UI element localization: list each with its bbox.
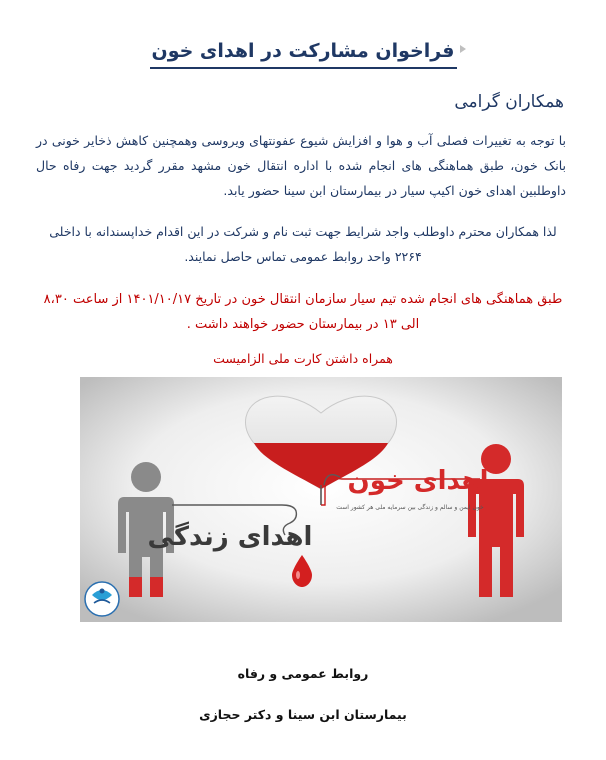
paragraph-intro: با توجه به تغییرات فصلی آب و هوا و افزایش شیوع عفونتهای ویروسی وهمچنین کاهش ذخایر خونی در بانک خون، طبق هماهنگی های انجام شده با اداره انتقال خون مشهد مقرر گردید جهت رفاه حال داوطلبین اهدای خون اکیپ سیار در بیمارستان ابن سینا حضور یابد. <box>36 133 566 198</box>
title-row <box>0 38 606 69</box>
slogan-blood: اهدای خون <box>347 466 489 496</box>
footer-department: روابط عمومی و رفاه <box>237 666 369 681</box>
poster-tagline: خون ایمن و سالم و زندگی بین سرمایه ملی هر کشور است <box>336 504 484 511</box>
greeting: همکاران گرامی <box>454 92 564 112</box>
paragraph-registration: لذا همکاران محترم داوطلب واجد شرایط جهت ثبت نام و شرکت در این اقدام خداپسندانه با داخلی ۲۲۶۴ واحد روابط عمومی تماس حاصل نمایند. <box>49 224 557 264</box>
paragraph-schedule: طبق هماهنگی های انجام شده تیم سیار سازمان انتقال خون در تاریخ ۱۴۰۱/۱۰/۱۷ از ساعت ۸،۳۰ الی ۱۳ در بیمارستان حضور خواهند داشت . <box>43 292 563 332</box>
slogan-life: اهدای زندگی <box>147 522 313 552</box>
hospital-logo <box>85 582 119 616</box>
blood-donation-poster <box>80 377 562 622</box>
paragraph-requirement: همراه داشتن کارت ملی الزامیست <box>213 351 393 366</box>
page-title: فراخوان مشارکت در اهدای خون <box>150 38 457 69</box>
footer-hospital: بیمارستان ابن سینا و دکتر حجازی <box>199 707 407 722</box>
poster-illustration <box>80 377 562 622</box>
